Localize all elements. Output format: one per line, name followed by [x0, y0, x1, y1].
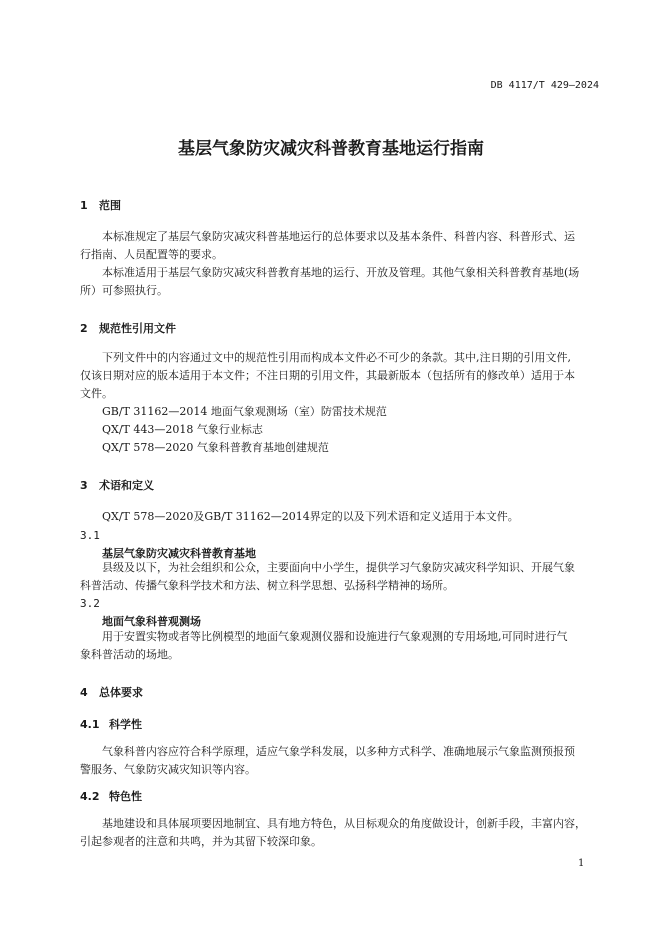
- term-name: 地面气象科普观测场: [102, 615, 201, 628]
- section-title: 规范性引用文件: [99, 322, 176, 335]
- paragraph-line: 警服务、气象防灾减灾知识等内容。: [80, 763, 256, 776]
- section-4-heading: [80, 684, 143, 700]
- page-number: 1: [578, 858, 585, 869]
- term-name: 基层气象防灾减灾科普教育基地: [102, 547, 256, 560]
- subsection-4-1-heading: [80, 716, 142, 732]
- reference-item: GB/T 31162—2014 地面气象观测场（室）防雷技术规范: [102, 405, 387, 418]
- section-number: 3: [80, 479, 88, 492]
- subsection-4-2-heading: [80, 788, 142, 804]
- paragraph-line: 仅该日期对应的版本适用于本文件；不注日期的引用文件，其最新版本（包括所有的修改单）适用于本: [80, 369, 575, 382]
- paragraph-line: 基地建设和具体展项要因地制宜、具有地方特色，从目标观众的角度做设计，创新手段，丰富内容，: [102, 817, 586, 830]
- section-number: 2: [80, 322, 88, 335]
- reference-item: QX/T 578—2020 气象科普教育基地创建规范: [102, 441, 329, 454]
- section-2-heading: [80, 320, 176, 336]
- subsection-number: 4.1: [80, 718, 100, 731]
- section-number: 1: [80, 199, 88, 212]
- paragraph-line: 本标准适用于基层气象防灾减灾科普教育基地的运行、开放及管理。其他气象相关科普教育基地(场: [102, 266, 580, 279]
- term-number: 3.2: [80, 597, 100, 610]
- term-definition-line: 象科普活动的场地。: [80, 648, 179, 661]
- subsection-title: 科学性: [109, 718, 142, 731]
- paragraph-line: 本标准规定了基层气象防灾减灾科普基地运行的总体要求以及基本条件、科普内容、科普形式、运: [102, 230, 575, 243]
- paragraph-line: 气象科普内容应符合科学原理，适应气象学科发展，以多种方式科学、准确地展示气象监测预报预: [102, 745, 575, 758]
- term-definition-line: 用于安置实物或者等比例模型的地面气象观测仪器和设施进行气象观测的专用场地,可同时进行气: [102, 630, 568, 643]
- term-definition-line: 科普活动、传播气象科学技术和方法、树立科学思想、弘扬科学精神的场所。: [80, 579, 454, 592]
- paragraph-line: 行指南、人员配置等的要求。: [80, 248, 223, 261]
- section-title: 总体要求: [99, 686, 143, 699]
- term-definition-line: 县级及以下，为社会组织和公众，主要面向中小学生，提供学习气象防灾减灾科学知识、开展气象: [102, 561, 575, 574]
- paragraph-line: 所）可参照执行。: [80, 284, 168, 297]
- reference-item: QX/T 443—2018 气象行业标志: [102, 423, 263, 436]
- document-title: 基层气象防灾减灾科普教育基地运行指南: [178, 139, 484, 159]
- section-number: 4: [80, 686, 88, 699]
- section-title: 范围: [99, 199, 121, 212]
- paragraph-line: 文件。: [80, 387, 113, 400]
- document-code: DB 4117/T 429—2024: [490, 80, 599, 91]
- term-number: 3.1: [80, 529, 100, 542]
- section-title: 术语和定义: [99, 479, 154, 492]
- section-1-heading: [80, 197, 121, 213]
- paragraph-line: QX/T 578—2020及GB/T 31162—2014界定的以及下列术语和定义适用于本文件。: [102, 510, 519, 523]
- paragraph-line: 引起参观者的注意和共鸣，并为其留下较深印象。: [80, 835, 322, 848]
- subsection-number: 4.2: [80, 790, 100, 803]
- paragraph-line: 下列文件中的内容通过文中的规范性引用而构成本文件必不可少的条款。其中,注日期的引用文件,: [102, 351, 571, 364]
- subsection-title: 特色性: [109, 790, 142, 803]
- section-3-heading: [80, 477, 154, 493]
